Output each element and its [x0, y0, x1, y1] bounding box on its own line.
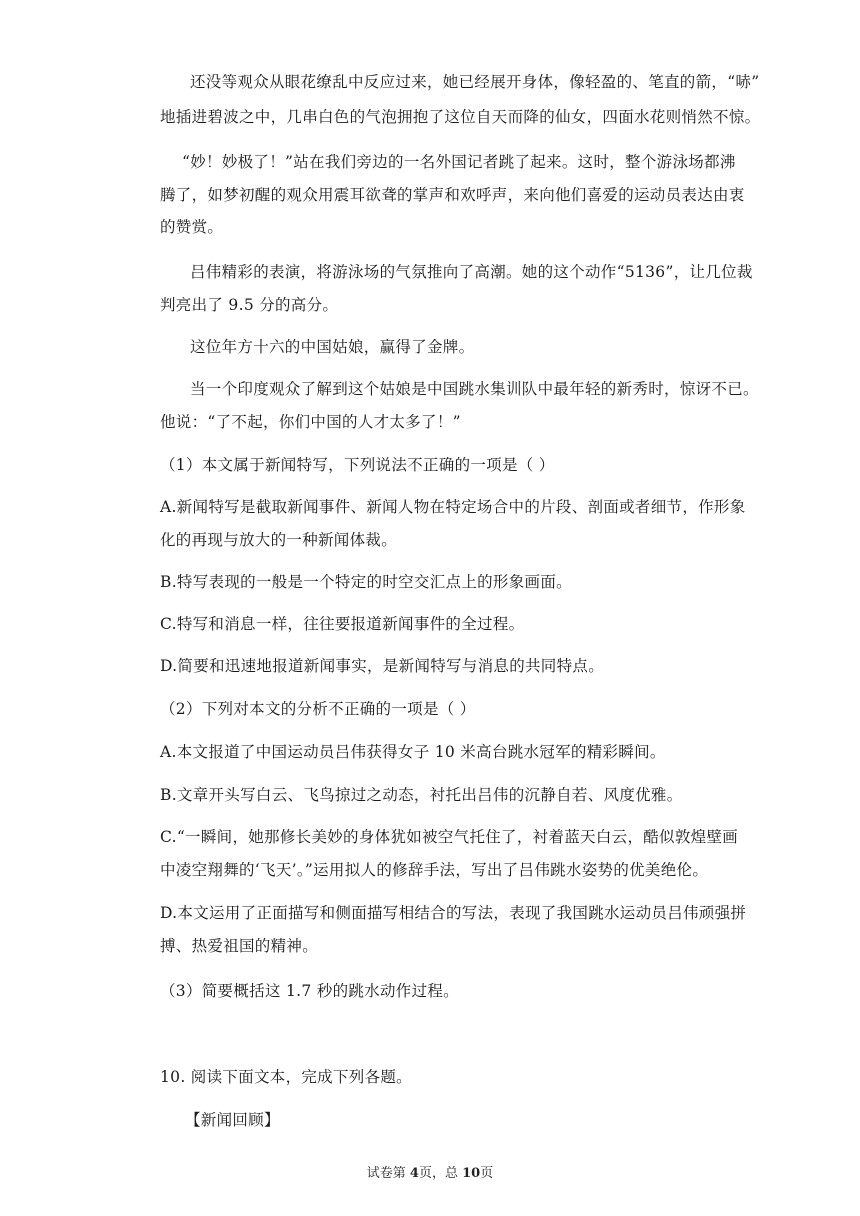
- passage-p2-line2: 腾了，如梦初醒的观众用震耳欲聋的掌声和欢呼声，来向他们喜爱的运动员表达由衷: [160, 186, 745, 204]
- footer-page-number: 4: [409, 1166, 419, 1181]
- passage-p1-line2: 地插进碧波之中，几串白色的气泡拥抱了这位自天而降的仙女，四面水花则悄然不惊。: [160, 108, 761, 126]
- question-1-option-d: D.简要和迅速地报道新闻事实，是新闻特写与消息的共同特点。: [160, 657, 605, 675]
- question-3-stem: （3）简要概括这 1.7 秒的跳水动作过程。: [160, 982, 459, 1000]
- question-2-option-c-line2: 中凌空翔舞的‘飞天’。”运用拟人的修辞手法，写出了吕伟跳水姿势的优美绝伦。: [160, 861, 709, 879]
- question-1-stem: （1）本文属于新闻特写，下列说法不正确的一项是（ ）: [160, 456, 555, 474]
- passage-p2-line1: “妙！妙极了！”站在我们旁边的一名外国记者跳了起来。这时，整个游泳场都沸: [182, 153, 736, 171]
- passage-p4-line1: 这位年方十六的中国姑娘，赢得了金牌。: [190, 338, 475, 356]
- passage-p2-line3: 的赞赏。: [160, 218, 224, 236]
- question-2-option-d-line1: D.本文运用了正面描写和侧面描写相结合的写法，表现了我国跳水运动员吕伟顽强拼: [160, 904, 747, 922]
- footer-middle: 页，总: [418, 1166, 463, 1181]
- footer-total-pages: 10: [462, 1166, 481, 1181]
- footer-prefix: 试卷第: [366, 1166, 410, 1181]
- page-footer: [0, 1162, 860, 1181]
- question-2-option-c-line1: C.“一瞬间，她那修长美妙的身体犹如被空气托住了，衬着蓝天白云，酷似敦煌壁画: [160, 828, 739, 846]
- question-1-option-c: C.特写和消息一样，往往要报道新闻事件的全过程。: [160, 615, 525, 633]
- question-10-stem: 10. 阅读下面文本，完成下列各题。: [160, 1068, 412, 1086]
- footer-suffix: 页: [480, 1166, 494, 1181]
- question-1-option-b: B.特写表现的一般是一个特定的时空交汇点上的形象画面。: [160, 573, 572, 591]
- question-2-option-b: B.文章开头写白云、飞鸟掠过之动态，衬托出吕伟的沉静自若、风度优雅。: [160, 786, 683, 804]
- passage-p3-line1: 吕伟精彩的表演，将游泳场的气氛推向了高潮。她的这个动作“5136”，让几位裁: [190, 263, 753, 281]
- section-heading-news-review: 【新闻回顾】: [185, 1111, 280, 1129]
- passage-p3-line2: 判亮出了 9.5 分的高分。: [160, 296, 339, 314]
- passage-p5-line1: 当一个印度观众了解到这个姑娘是中国跳水集训队中最年轻的新秀时，惊讶不已。: [190, 380, 759, 398]
- question-2-option-d-line2: 搏、热爱祖国的精神。: [160, 937, 319, 955]
- question-2-option-a: A.本文报道了中国运动员吕伟获得女子 10 米高台跳水冠军的精彩瞬间。: [160, 743, 666, 761]
- passage-p1-line1: 还没等观众从眼花缭乱中反应过来，她已经展开身体，像轻盈的、笔直的箭，“哧”: [190, 73, 760, 91]
- question-2-stem: （2）下列对本文的分析不正确的一项是（ ）: [160, 700, 476, 718]
- passage-p5-line2: 他说：“了不起，你们中国的人才太多了！”: [160, 413, 461, 431]
- question-1-option-a-line2: 化的再现与放大的一种新闻体裁。: [160, 531, 398, 549]
- question-1-option-a-line1: A.新闻特写是截取新闻事件、新闻人物在特定场合中的片段、剖面或者细节，作形象: [160, 498, 746, 516]
